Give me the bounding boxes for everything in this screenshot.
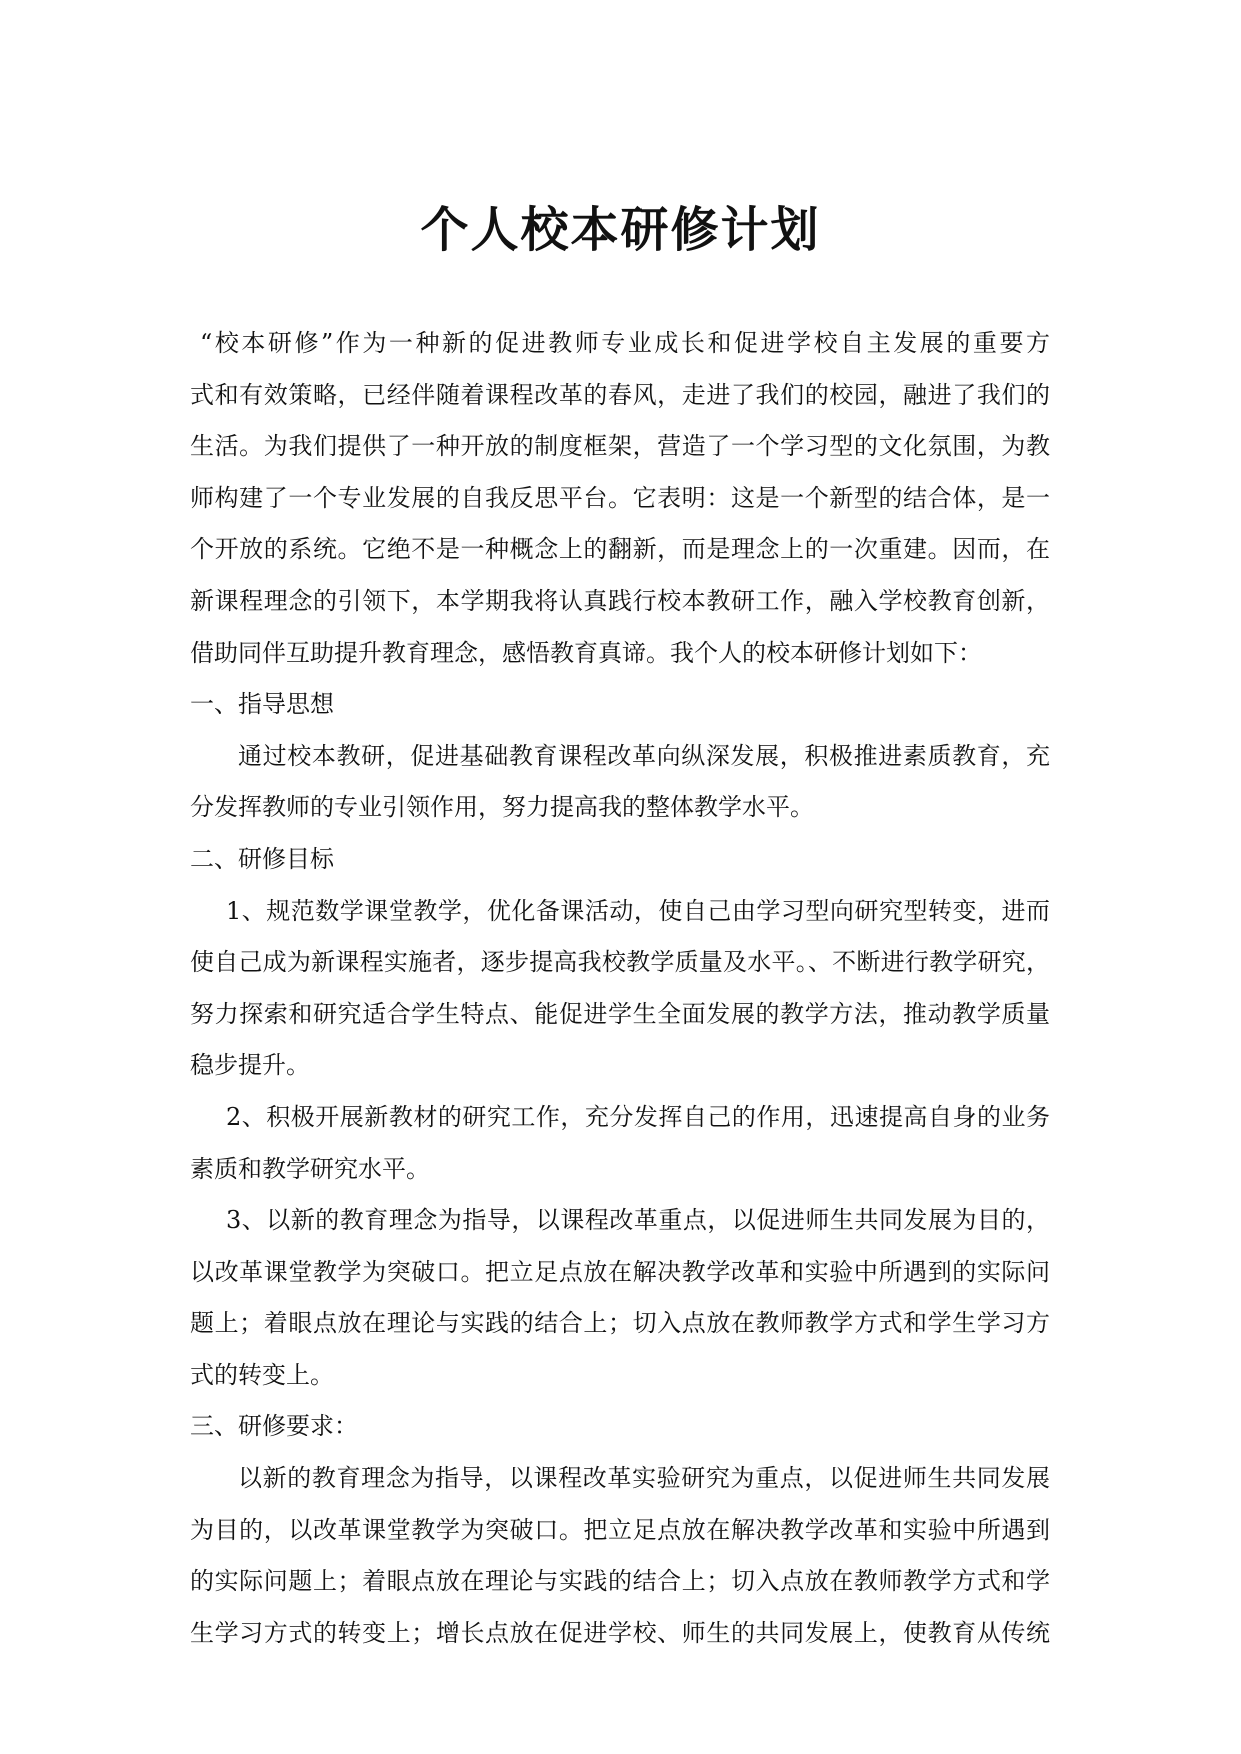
paragraph-line: 稳步提升。	[190, 1051, 310, 1080]
paragraph-line: 个开放的系统。它绝不是一种概念上的翻新，而是理念上的一次重建。因而，在	[190, 535, 1050, 564]
paragraph-line: 2、积极开展新教材的研究工作，充分发挥自己的作用，迅速提高自身的业务	[226, 1102, 1050, 1131]
paragraph-line: 生学习方式的转变上；增长点放在促进学校、师生的共同发展上，使教育从传统	[190, 1618, 1050, 1647]
section-heading: 一、指导思想	[190, 690, 334, 719]
paragraph-line: 使自己成为新课程实施者，逐步提高我校教学质量及水平。、不断进行教学研究，	[190, 948, 1050, 977]
paragraph-line: 1、规范数学课堂教学，优化备课活动，使自己由学习型向研究型转变，进而	[226, 896, 1050, 925]
document-body	[190, 318, 1050, 1659]
paragraph-line: 分发挥教师的专业引领作用，努力提高我的整体教学水平。	[190, 793, 814, 822]
paragraph-line: “校本研修”作为一种新的促进教师专业成长和促进学校自主发展的重要方	[200, 329, 1050, 357]
paragraph-line: 通过校本教研，促进基础教育课程改革向纵深发展，积极推进素质教育，充	[238, 741, 1050, 770]
document-title: 个人校本研修计划	[420, 202, 821, 258]
paragraph-line: 3、以新的教育理念为指导，以课程改革重点，以促进师生共同发展为目的，	[226, 1206, 1050, 1235]
paragraph-line: 的实际问题上；着眼点放在理论与实践的结合上；切入点放在教师教学方式和学	[190, 1567, 1050, 1596]
paragraph-line: 式和有效策略，已经伴随着课程改革的春风，走进了我们的校园，融进了我们的	[190, 380, 1050, 409]
paragraph-line: 以新的教育理念为指导，以课程改革实验研究为重点，以促进师生共同发展	[238, 1464, 1050, 1493]
paragraph-line: 新课程理念的引领下，本学期我将认真践行校本教研工作，融入学校教育创新，	[190, 586, 1050, 615]
paragraph-line: 以改革课堂教学为突破口。把立足点放在解决教学改革和实验中所遇到的实际问	[190, 1257, 1050, 1286]
paragraph-line: 生活。为我们提供了一种开放的制度框架，营造了一个学习型的文化氛围，为教	[190, 432, 1050, 461]
paragraph-line: 题上；着眼点放在理论与实践的结合上；切入点放在教师教学方式和学生学习方	[190, 1309, 1050, 1338]
section-heading: 二、研修目标	[190, 844, 334, 873]
paragraph-line: 素质和教学研究水平。	[190, 1154, 430, 1183]
paragraph-line: 式的转变上。	[190, 1360, 334, 1389]
paragraph-line: 借助同伴互助提升教育理念，感悟教育真谛。我个人的校本研修计划如下：	[190, 638, 982, 667]
section-heading: 三、研修要求：	[190, 1412, 358, 1441]
paragraph-line: 努力探索和研究适合学生特点、能促进学生全面发展的教学方法，推动教学质量	[190, 999, 1050, 1028]
paragraph-line: 为目的，以改革课堂教学为突破口。把立足点放在解决教学改革和实验中所遇到	[190, 1515, 1050, 1544]
paragraph-line: 师构建了一个专业发展的自我反思平台。它表明：这是一个新型的结合体，是一	[190, 483, 1050, 512]
